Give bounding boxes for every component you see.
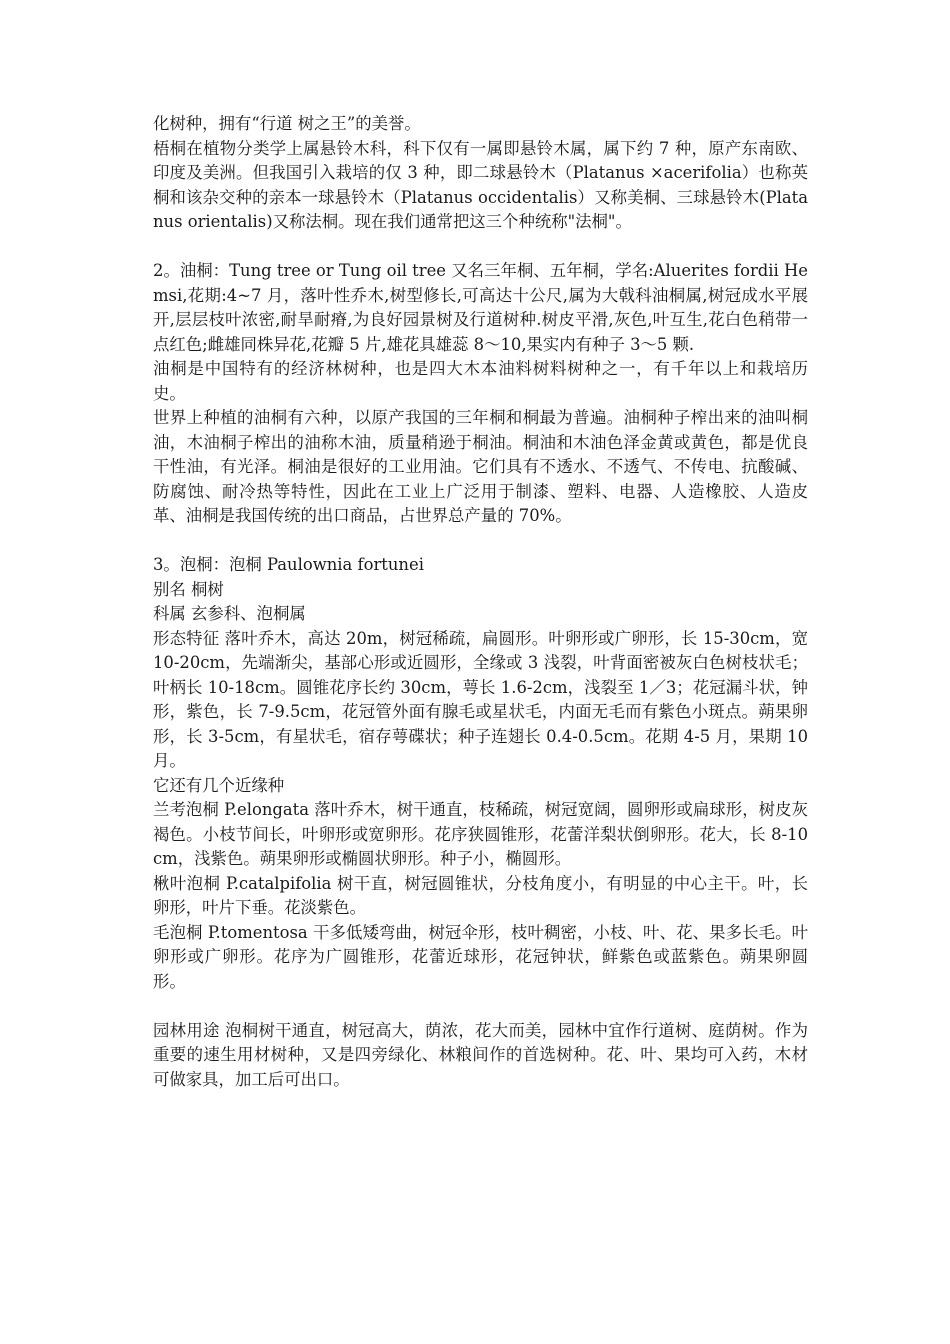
document-page xyxy=(153,112,808,1092)
paulownia-alias: 别名 桐树 xyxy=(153,579,224,599)
tung-tree-heading-paragraph: 2。油桐：Tung tree or Tung oil tree 又名三年桐、五年桐，学名:Aluerites fordii Hemsi,花期:4~7 月，落叶性乔木,树型修长,可高达十公尺,属为大戟科油桐属,树冠成水平展开,层层枝叶浓密,耐旱耐瘠,为良好园景树及行道树种.树皮平滑,灰色,叶互生,花白色稍带一点红色;雌雄同株异花,花瓣 5 片,雄花具雄蕊 8～10,果实内有种子 3～5 颗. xyxy=(153,261,808,354)
platanus-paragraph: 梧桐在植物分类学上属悬铃木科，科下仅有一属即悬铃木属，属下约 7 种，原产东南欧、印度及美洲。但我国引入栽培的仅 3 种，即二球悬铃木（Platanus ×acerifolia）也称英桐和该杂交种的亲本一球悬铃木（Platanus occidentalis）又称美桐、三球悬铃木(Platanus orientalis)又称法桐。现在我们通常把这三个种统称"法桐"。 xyxy=(153,138,808,231)
blank-line xyxy=(153,529,808,554)
paulownia-morphology: 形态特征 落叶乔木，高达 20m，树冠稀疏，扁圆形。叶卵形或广卵形，长 15-30cm，宽 10-20cm，先端渐尖，基部心形或近圆形，全缘或 3 浅裂，叶背面密被灰白色树枝状毛；叶柄长 10-18cm。圆锥花序长约 30cm，萼长 1.6-2cm，浅裂至 1／3；花冠漏斗状，钟形，紫色，长 7-9.5cm，花冠管外面有腺毛或星状毛，内面无毛而有紫色小斑点。蒴果卵形，长 3-5cm，有星状毛，宿存萼碟状；种子连翅长 0.4-0.5cm。花期 4-5 月，果期 10 月。 xyxy=(153,628,808,770)
intro-fragment: 化树种，拥有“行道 树之王”的美誉。 xyxy=(153,114,421,133)
tomentosa-paragraph: 毛泡桐 P.tomentosa 干多低矮弯曲，树冠伞形，枝叶稠密，小枝、叶、花、果多长毛。叶卵形或广卵形。花序为广圆锥形，花蕾近球形，花冠钟状，鲜紫色或蓝紫色。蒴果卵圆形。 xyxy=(153,922,808,991)
blank-line xyxy=(153,235,808,260)
tung-oil-paragraph: 世界上种植的油桐有六种，以原产我国的三年桐和桐最为普遍。油桐种子榨出来的油叫桐油，木油桐子榨出的油称木油，质量稍逊于桐油。桐油和木油色泽金黄或黄色，都是优良干性油，有光泽。桐油是很好的工业用油。它们具有不透水、不透气、不传电、抗酸碱、防腐蚀、耐冷热等特性，因此在工业上广泛用于制漆、塑料、电器、人造橡胶、人造皮革、油桐是我国传统的出口商品，占世界总产量的 70%。 xyxy=(153,408,808,525)
paulownia-heading: 3。泡桐：泡桐 Paulownia fortunei xyxy=(153,555,424,574)
paulownia-family: 科属 玄参科、泡桐属 xyxy=(153,604,306,623)
blank-line xyxy=(153,994,808,1019)
garden-use-paragraph: 园林用途 泡桐树干通直，树冠高大，荫浓，花大而美，园林中宜作行道树、庭荫树。作为重要的速生用材树种，又是四旁绿化、林粮间作的首选树种。花、叶、果均可入药，木材可做家具，加工后可出口。 xyxy=(153,1020,808,1089)
catalpifolia-paragraph: 楸叶泡桐 P.catalpifolia 树干直，树冠圆锥状，分枝角度小，有明显的中心主干。叶，长卵形，叶片下垂。花淡紫色。 xyxy=(153,873,808,917)
tung-tree-economic-paragraph: 油桐是中国特有的经济林树种，也是四大木本油料树料树种之一，有千年以上和栽培历史。 xyxy=(153,359,808,403)
related-species-heading: 它还有几个近缘种 xyxy=(153,775,285,795)
lankao-paulownia-paragraph: 兰考泡桐 P.elongata 落叶乔木，树干通直，枝稀疏，树冠宽阔，圆卵形或扁球形，树皮灰褐色。小枝节间长，叶卵形或宽卵形。花序狭圆锥形，花蕾洋梨状倒卵形。花大，长 8-10cm，浅紫色。蒴果卵形或椭圆状卵形。种子小，椭圆形。 xyxy=(153,800,808,868)
